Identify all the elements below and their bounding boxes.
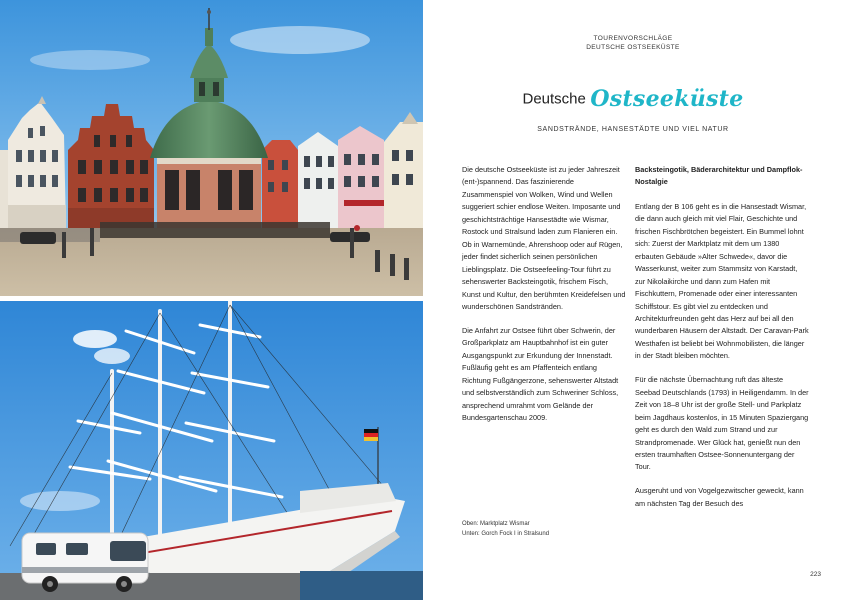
body-paragraph: Für die nächste Übernachtung ruft das älteste Seebad Deutschlands (1793) in Heiligendamm. In der Zeit von 18–8 Uhr ist der große Stell- und Parkplatz beim Jagdhaus kostenlos, in 15 Minuten Spaziergang geht es durch den Wald zum Strand und zur Strandpromenade. Wer Glück hat, genießt nun den ersten traumhaften Ostsee-Sonnenuntergang der Tour. (635, 375, 809, 472)
body-paragraph: Die Anfahrt zur Ostsee führt über Schwerin, der Großparkplatz am Hauptbahnhof ist ein guter Ausgangspunkt zur Erkundung der Innenstadt. Fußläufig geht es am Pfaffenteich entlang Richtung Fußgängerzone, sehenswerter Altstadt und selbstverständlich zum Schweriner Schloss, ansprechend umrahmt vom Gelände der Bundesgartenschau 2009. (462, 325, 619, 423)
body-paragraph: Ausgeruht und von Vogelgezwitscher geweckt, kann am nächsten Tag der Besuch des (635, 486, 804, 508)
photo-gorch-fock (0, 301, 423, 600)
page-number: 223 (810, 571, 821, 578)
body-column-left (462, 164, 627, 436)
title-script: Ostseeküste (590, 86, 744, 112)
body-paragraph: Die deutsche Ostseeküste ist zu jeder Jahreszeit (ent-)spannend. Das faszinierende Zusammenspiel von Wolken, Wind und Wellen suggeriert schier endlose Weiten. Imposante und geschichtsträchtige Hansestädte wie Wismar, Rostock und Stralsund laden zum Flanieren ein. Ob in Warnemünde, Ahrenshoop oder auf Rügen, jeder findet sicherlich seinen persönlichen Lieblingsplatz. Die Ostseefeeling-Tour führt zu sehenswerter Backsteingotik, frischem Fisch, Kunst und Kultur, den berühmten Kreidefelsen und wunderschönen Sandstränden. (462, 165, 626, 311)
caption-bottom: Unten: Gorch Fock I in Stralsund (462, 530, 550, 537)
body-column-right (635, 164, 809, 522)
photo-marktplatz-wismar (0, 0, 423, 296)
photo-captions (462, 520, 622, 539)
page-subtitle: SANDSTRÄNDE, HANSESTÄDTE UND VIEL NATUR (537, 126, 729, 133)
section-heading: Backsteingotik, Bäderarchitektur und Dampflok-Nostalgie (635, 165, 803, 187)
running-head (423, 34, 843, 52)
page-title (423, 86, 843, 112)
text-page (423, 0, 843, 600)
caption-top: Oben: Marktplatz Wismar (462, 521, 530, 527)
title-plain: Deutsche (522, 90, 586, 108)
running-head-chapter: DEUTSCHE OSTSEEKÜSTE (586, 44, 680, 51)
running-head-section: TOURENVORSCHLÄGE (593, 35, 673, 42)
body-paragraph: Entlang der B 106 geht es in die Hansestadt Wismar, die dann auch gleich mit viel Flair, Geschichte und frischen Fischbrötchen begeistert. Ein Bummel lohnt sich: Zuerst der Marktplatz mit dem um 1380 erbauten Gebäude »Alter Schwede«, davor die Wasserkunst, weiter zum Stammsitz von Karstadt, zur Nikolaikirche und dann zum Hafen mit Fischkuttern, Promenade oder einer interessanten Schiffstour. Es gibt viel zu entdecken und Architekturfreunden geht das Herz auf bei all den wunderbaren Häusern der Altstadt. Der Caravan-Park Westhafen ist beliebt bei Wohnmobilisten, die länger in der Stadt bleiben möchten. (635, 201, 809, 361)
